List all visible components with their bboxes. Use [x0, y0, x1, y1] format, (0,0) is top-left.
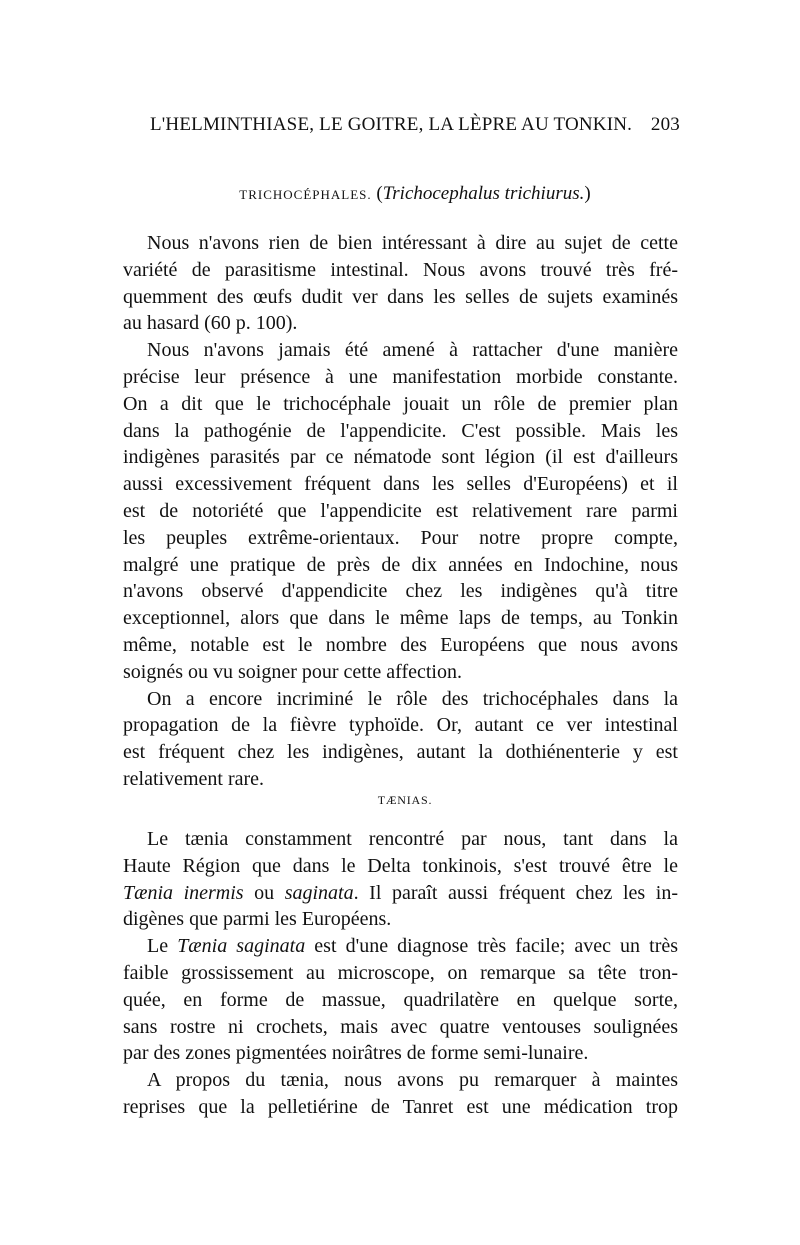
text-line: Nous n'avons rien de bien intéressant à dire au sujet de cette [147, 232, 678, 254]
text-line: exceptionnel, alors que dans le même laps de temps, au Tonkin [123, 607, 678, 630]
text-line: propagation de la fièvre typhoïde. Or, autant ce ver intestinal [123, 714, 678, 737]
text-line: n'avons observé d'appendicite chez les indigènes qu'à titre [123, 580, 678, 603]
text-line [123, 933, 678, 960]
heading-paren-close: ) [584, 183, 591, 204]
text-line: par des zones pigmentées noirâtres de forme semi-lunaire. [123, 1042, 589, 1065]
text-line: est de notoriété que l'appendicite est relativement rare parmi [123, 499, 678, 522]
text-line: faible grossissement au microscope, on remarque sa tête tron- [123, 961, 678, 984]
text-line: au hasard (60 p. 100). [123, 312, 298, 335]
text-line: Haute Région que dans le Delta tonkinois, s'est trouvé être le [123, 854, 678, 877]
text-fragment: . Il paraît aussi fréquent chez les in- [353, 881, 678, 904]
text-line: relativement rare. [123, 767, 265, 790]
text-line: dans la pathogénie de l'appendicite. C'est possible. Mais les [123, 419, 678, 442]
section-body-taenias [123, 826, 678, 1121]
text-line: malgré une pratique de près de dix années en Indochine, nous [123, 553, 678, 576]
text-line: quemment des œufs dudit ver dans les selles de sujets examinés [123, 285, 678, 308]
heading-latin-name: Trichocephalus trichiurus. [382, 183, 585, 204]
text-fragment: ou [243, 881, 285, 904]
text-line: Le tænia constamment rencontré par nous, tant dans la [147, 828, 678, 850]
text-line: même, notable est le nombre des Européens que nous avons [123, 633, 678, 656]
latin-name: Tænia saginata [177, 935, 306, 958]
text-line: sans rostre ni crochets, mais avec quatre ventouses soulignées [123, 1015, 678, 1038]
text-line: précise leur présence à une manifestation morbide constante. [123, 365, 678, 388]
text-line: digènes que parmi les Européens. [123, 908, 392, 931]
text-line: soignés ou vu soigner pour cette affection. [123, 660, 462, 683]
text-line: aussi excessivement fréquent dans les selles d'Européens) et il [123, 473, 678, 496]
text-line: On a encore incriminé le rôle des trichocéphales dans la [147, 687, 678, 710]
text-line: est fréquent chez les indigènes, autant la dothiénenterie y est [123, 741, 678, 764]
latin-name: Tænia inermis [123, 881, 244, 904]
text-line: reprises que la pelletiérine de Tanret est une médication trop [123, 1095, 678, 1118]
running-head-title: L'HELMINTHIASE, LE GOITRE, LA LÈPRE AU TONKIN. [150, 114, 633, 135]
section-heading-taenias: TÆNIAS. [377, 793, 433, 807]
text-line: quée, en forme de massue, quadrilatère en quelque sorte, [123, 988, 678, 1011]
page-number: 203 [650, 114, 680, 135]
text-fragment: est d'une diagnose très facile; avec un très [305, 935, 679, 958]
text-line [123, 880, 678, 907]
text-line: variété de parasitisme intestinal. Nous avons trouvé très fré- [123, 258, 678, 281]
heading-caps: TRICHOCÉPHALES. [239, 187, 372, 202]
section-heading-trichocephales [0, 183, 800, 205]
heading-paren-open: ( [376, 183, 383, 204]
text-line: A propos du tænia, nous avons pu remarquer à maintes [147, 1069, 678, 1092]
latin-name: saginata [284, 881, 354, 904]
text-line: Nous n'avons jamais été amené à rattacher d'une manière [147, 339, 678, 362]
text-line: les peuples extrême-orientaux. Pour notre propre compte, [123, 526, 678, 549]
section-body-trichocephales [123, 230, 678, 793]
text-fragment: Le [147, 935, 178, 958]
text-line: On a dit que le trichocéphale jouait un rôle de premier plan [123, 392, 678, 415]
text-line: indigènes parasités par ce nématode sont légion (il est d'ailleurs [123, 446, 678, 469]
